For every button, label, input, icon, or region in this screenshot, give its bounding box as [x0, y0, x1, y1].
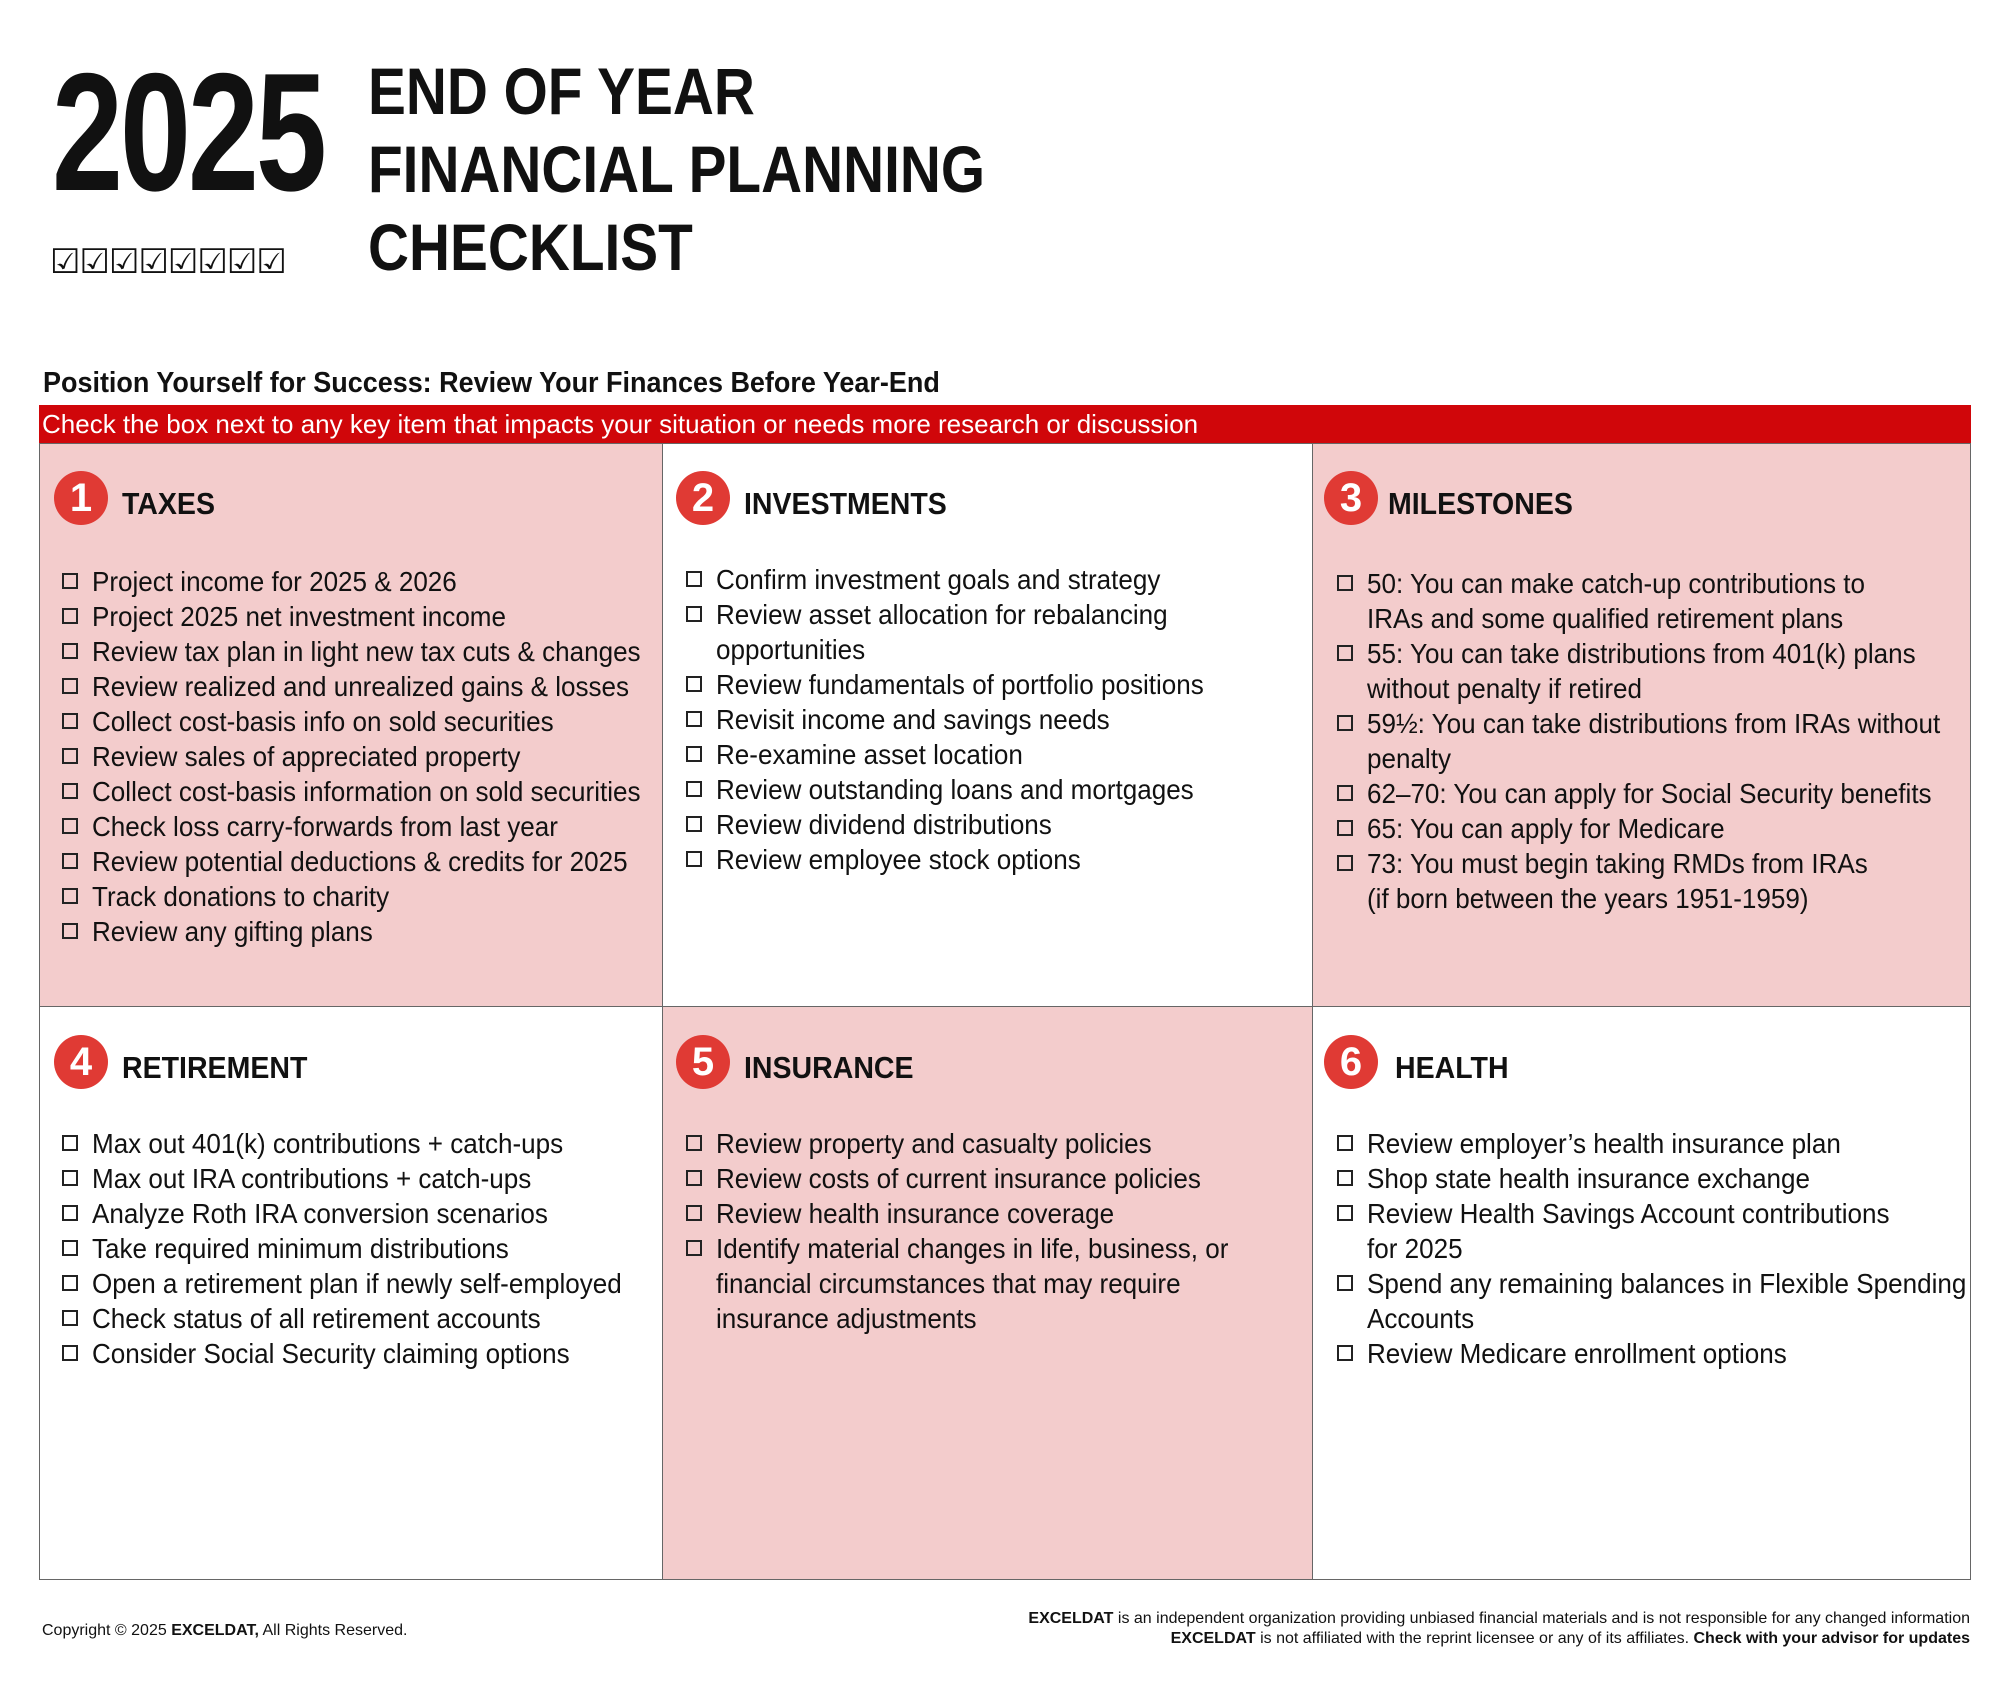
checkbox[interactable] [1337, 645, 1353, 661]
checklist-item [62, 739, 682, 774]
checklist-item-text: Revisit income and savings needs [716, 704, 1110, 735]
checklist-item-text: for 2025 [1367, 1233, 1463, 1264]
checkbox[interactable] [686, 1135, 702, 1151]
checklist-item [62, 914, 682, 949]
checklist-item-text: opportunities [716, 634, 866, 665]
checklist-item-text: 65: You can apply for Medicare [1367, 813, 1725, 844]
checklist-item-text: 73: You must begin taking RMDs from IRAs [1367, 848, 1868, 879]
checklist-item-text: Confirm investment goals and strategy [716, 564, 1161, 595]
checklist-item-text: Re-examine asset location [716, 739, 1023, 770]
section-number-badge: 5 [676, 1035, 730, 1089]
checkbox[interactable] [62, 678, 78, 694]
checklist-item [686, 562, 1241, 597]
section-title-insurance: INSURANCE [744, 1050, 914, 1085]
section-number-badge: 2 [676, 471, 730, 525]
disclaimer-brand: EXCELDAT [1028, 1610, 1114, 1627]
checkbox[interactable] [62, 608, 78, 624]
checklist-item [62, 1126, 662, 1161]
checklist-insurance [686, 1126, 1267, 1336]
checklist-item [1337, 566, 1983, 636]
checklist-item-text: 50: You can make catch-up contributions to [1367, 568, 1865, 599]
copyright [42, 1621, 407, 1641]
checklist-taxes [62, 564, 682, 949]
checklist-item-text: Collect cost-basis information on sold securities [92, 776, 641, 807]
checklist-milestones [1337, 566, 1983, 916]
disclaimer-text: is not affiliated with the reprint licensee or any of its affiliates. [1255, 1630, 1694, 1647]
disclaimer-text: is an independent organization providing unbiased financial materials and is not responsible for any changed information [1113, 1610, 1970, 1627]
checklist-item-text: Review costs of current insurance policies [716, 1163, 1201, 1194]
checklist-item-text: Review sales of appreciated property [92, 741, 521, 772]
checkbox[interactable] [62, 573, 78, 589]
divider [1312, 444, 1313, 1579]
checkbox[interactable] [1337, 1275, 1353, 1291]
checklist-item [1337, 846, 1983, 916]
checklist-item-text: Project 2025 net investment income [92, 601, 506, 632]
checklist-item-text: Review employee stock options [716, 844, 1081, 875]
checklist-item-text: Take required minimum distributions [92, 1233, 509, 1264]
section-title-investments: INVESTMENTS [744, 486, 947, 521]
disclaimer-advice: Check with your advisor for updates [1693, 1630, 1970, 1647]
checklist-item-text: Identify material changes in life, business, or [716, 1233, 1229, 1264]
checkbox[interactable] [62, 853, 78, 869]
checkbox[interactable] [62, 748, 78, 764]
checklist-item [62, 809, 682, 844]
checklist-item-text: Max out 401(k) contributions + catch-ups [92, 1128, 564, 1159]
checkbox[interactable] [62, 888, 78, 904]
checklist-item-text: Review asset allocation for rebalancing [716, 599, 1168, 630]
checklist-item-text: Analyze Roth IRA conversion scenarios [92, 1198, 548, 1229]
checkbox[interactable] [686, 816, 702, 832]
checklist-item [62, 879, 682, 914]
disclaimer-line-2 [1028, 1629, 1970, 1649]
disclaimer-line-1 [1028, 1609, 1970, 1629]
checkbox[interactable] [62, 643, 78, 659]
checklist-item [1337, 1126, 2000, 1161]
checklist-item-text: Accounts [1367, 1303, 1475, 1334]
checkmark-row-icon: ☑☑☑☑☑☑☑☑ [50, 242, 286, 282]
section-number-badge: 6 [1324, 1035, 1378, 1089]
checkbox[interactable] [62, 783, 78, 799]
checkbox[interactable] [1337, 785, 1353, 801]
checklist-item [62, 1266, 662, 1301]
checklist-item [686, 597, 1241, 667]
checkbox[interactable] [62, 818, 78, 834]
checkbox[interactable] [1337, 1135, 1353, 1151]
checkbox[interactable] [62, 923, 78, 939]
copyright-suffix: All Rights Reserved. [258, 1622, 408, 1639]
checklist-item-text: (if born between the years 1951-1959) [1367, 883, 1809, 914]
checklist-item [62, 564, 682, 599]
title-line-2: FINANCIAL PLANNING [368, 132, 985, 206]
checklist-item [62, 1231, 662, 1266]
checklist-item-text: 55: You can take distributions from 401(k) plans [1367, 638, 1916, 669]
checkbox[interactable] [1337, 715, 1353, 731]
checkbox[interactable] [1337, 1170, 1353, 1186]
checkbox[interactable] [62, 1310, 78, 1326]
checklist-item [62, 1301, 662, 1336]
checkbox[interactable] [686, 746, 702, 762]
checklist-item [1337, 1266, 2000, 1336]
checkbox[interactable] [686, 1170, 702, 1186]
checklist-item-text: Check loss carry-forwards from last year [92, 811, 558, 842]
checkbox[interactable] [1337, 575, 1353, 591]
checklist-item-text: Review outstanding loans and mortgages [716, 774, 1194, 805]
checklist-item-text: Review realized and unrealized gains & losses [92, 671, 630, 702]
section-number-badge: 4 [54, 1035, 108, 1089]
checklist-item [1337, 1336, 2000, 1371]
checkbox[interactable] [686, 781, 702, 797]
section-number-badge: 1 [54, 471, 108, 525]
checklist-item-text: Review tax plan in light new tax cuts & changes [92, 636, 641, 667]
checklist-item [62, 704, 682, 739]
checklist-item-text: Review health insurance coverage [716, 1198, 1115, 1229]
copyright-brand: EXCELDAT, [171, 1622, 259, 1639]
checklist-item-text: without penalty if retired [1367, 673, 1643, 704]
checklist-item [62, 844, 682, 879]
checkbox[interactable] [686, 676, 702, 692]
checklist-item-text: Shop state health insurance exchange [1367, 1163, 1810, 1194]
checklist-item-text: Collect cost-basis info on sold securities [92, 706, 554, 737]
checklist-item [686, 702, 1241, 737]
year-heading: 2025 [52, 38, 324, 226]
checklist-item [1337, 776, 1983, 811]
checkbox[interactable] [62, 1205, 78, 1221]
checkbox[interactable] [1337, 1345, 1353, 1361]
checklist-item-text: IRAs and some qualified retirement plans [1367, 603, 1844, 634]
checklist-item [1337, 1196, 2000, 1266]
checklist-item [686, 1231, 1267, 1336]
checklist-item [686, 1196, 1267, 1231]
page-title [368, 52, 1085, 286]
section-title-milestones: MILESTONES [1388, 486, 1573, 521]
checklist-item [686, 667, 1241, 702]
checklist-item-text: Review dividend distributions [716, 809, 1052, 840]
checklist-item-text: Open a retirement plan if newly self-employed [92, 1268, 622, 1299]
checklist-item [62, 599, 682, 634]
checklist-item [62, 1161, 662, 1196]
section-number-badge: 3 [1324, 471, 1378, 525]
divider [40, 1006, 1970, 1007]
checklist-item [686, 1126, 1267, 1161]
checklist-item [1337, 636, 1983, 706]
checklist-item-text: Review Medicare enrollment options [1367, 1338, 1787, 1369]
checklist-item [1337, 811, 1983, 846]
checkbox[interactable] [62, 1275, 78, 1291]
checklist-item [62, 1196, 662, 1231]
checklist-item-text: Consider Social Security claiming options [92, 1338, 570, 1369]
checklist-item-text: Track donations to charity [92, 881, 390, 912]
checkbox[interactable] [62, 1240, 78, 1256]
checklist-retirement [62, 1126, 662, 1371]
checklist-item-text: financial circumstances that may require [716, 1268, 1181, 1299]
checklist-item-text: insurance adjustments [716, 1303, 977, 1334]
checkbox[interactable] [686, 851, 702, 867]
checklist-item [686, 807, 1241, 842]
checklist-item [1337, 706, 1983, 776]
checklist-item-text: Review potential deductions & credits for 2025 [92, 846, 628, 877]
checklist-item-text: Check status of all retirement accounts [92, 1303, 541, 1334]
checkbox[interactable] [62, 713, 78, 729]
checkbox[interactable] [686, 1205, 702, 1221]
title-line-3: CHECKLIST [368, 210, 693, 284]
checklist-item-text: Review property and casualty policies [716, 1128, 1152, 1159]
checklist-item-text: Review employer’s health insurance plan [1367, 1128, 1841, 1159]
checklist-item [62, 669, 682, 704]
checklist-item [686, 842, 1241, 877]
checklist-item-text: Project income for 2025 & 2026 [92, 566, 457, 597]
checklist-item [62, 634, 682, 669]
checklist-item-text: Review any gifting plans [92, 916, 373, 947]
checklist-item-text: Max out IRA contributions + catch-ups [92, 1163, 532, 1194]
checkbox[interactable] [1337, 1205, 1353, 1221]
checkbox[interactable] [686, 1240, 702, 1256]
checklist-investments [686, 562, 1241, 877]
checkbox[interactable] [62, 1170, 78, 1186]
checkbox[interactable] [1337, 855, 1353, 871]
checklist-item-text: 62–70: You can apply for Social Security benefits [1367, 778, 1932, 809]
copyright-prefix: Copyright © 2025 [42, 1622, 172, 1639]
checklist-item [686, 1161, 1267, 1196]
section-title-retirement: RETIREMENT [122, 1050, 308, 1085]
checkbox[interactable] [686, 606, 702, 622]
checklist-item-text: Spend any remaining balances in Flexible Spending [1367, 1268, 1967, 1299]
disclaimer [1028, 1609, 1970, 1649]
checklist-health [1337, 1126, 2000, 1371]
checkbox[interactable] [1337, 820, 1353, 836]
checkbox[interactable] [686, 711, 702, 727]
section-title-taxes: TAXES [122, 486, 215, 521]
subtitle: Position Yourself for Success: Review Your Finances Before Year-End [43, 367, 940, 399]
checkbox[interactable] [686, 571, 702, 587]
checklist-item [62, 774, 682, 809]
checklist-item-text: Review Health Savings Account contributions [1367, 1198, 1890, 1229]
checklist-item-text: 59½: You can take distributions from IRAs without [1367, 708, 1941, 739]
title-line-1: END OF YEAR [368, 54, 755, 128]
checklist-item-text: penalty [1367, 743, 1451, 774]
checklist-item [1337, 1161, 2000, 1196]
instruction-banner: Check the box next to any key item that impacts your situation or needs more research or discussion [39, 405, 1971, 443]
checklist-item-text: Review fundamentals of portfolio positions [716, 669, 1204, 700]
section-title-health: HEALTH [1395, 1050, 1509, 1085]
disclaimer-brand: EXCELDAT [1170, 1630, 1256, 1647]
checkbox[interactable] [62, 1135, 78, 1151]
checklist-item [686, 772, 1241, 807]
checklist-item [62, 1336, 662, 1371]
checkbox[interactable] [62, 1345, 78, 1361]
checklist-item [686, 737, 1241, 772]
